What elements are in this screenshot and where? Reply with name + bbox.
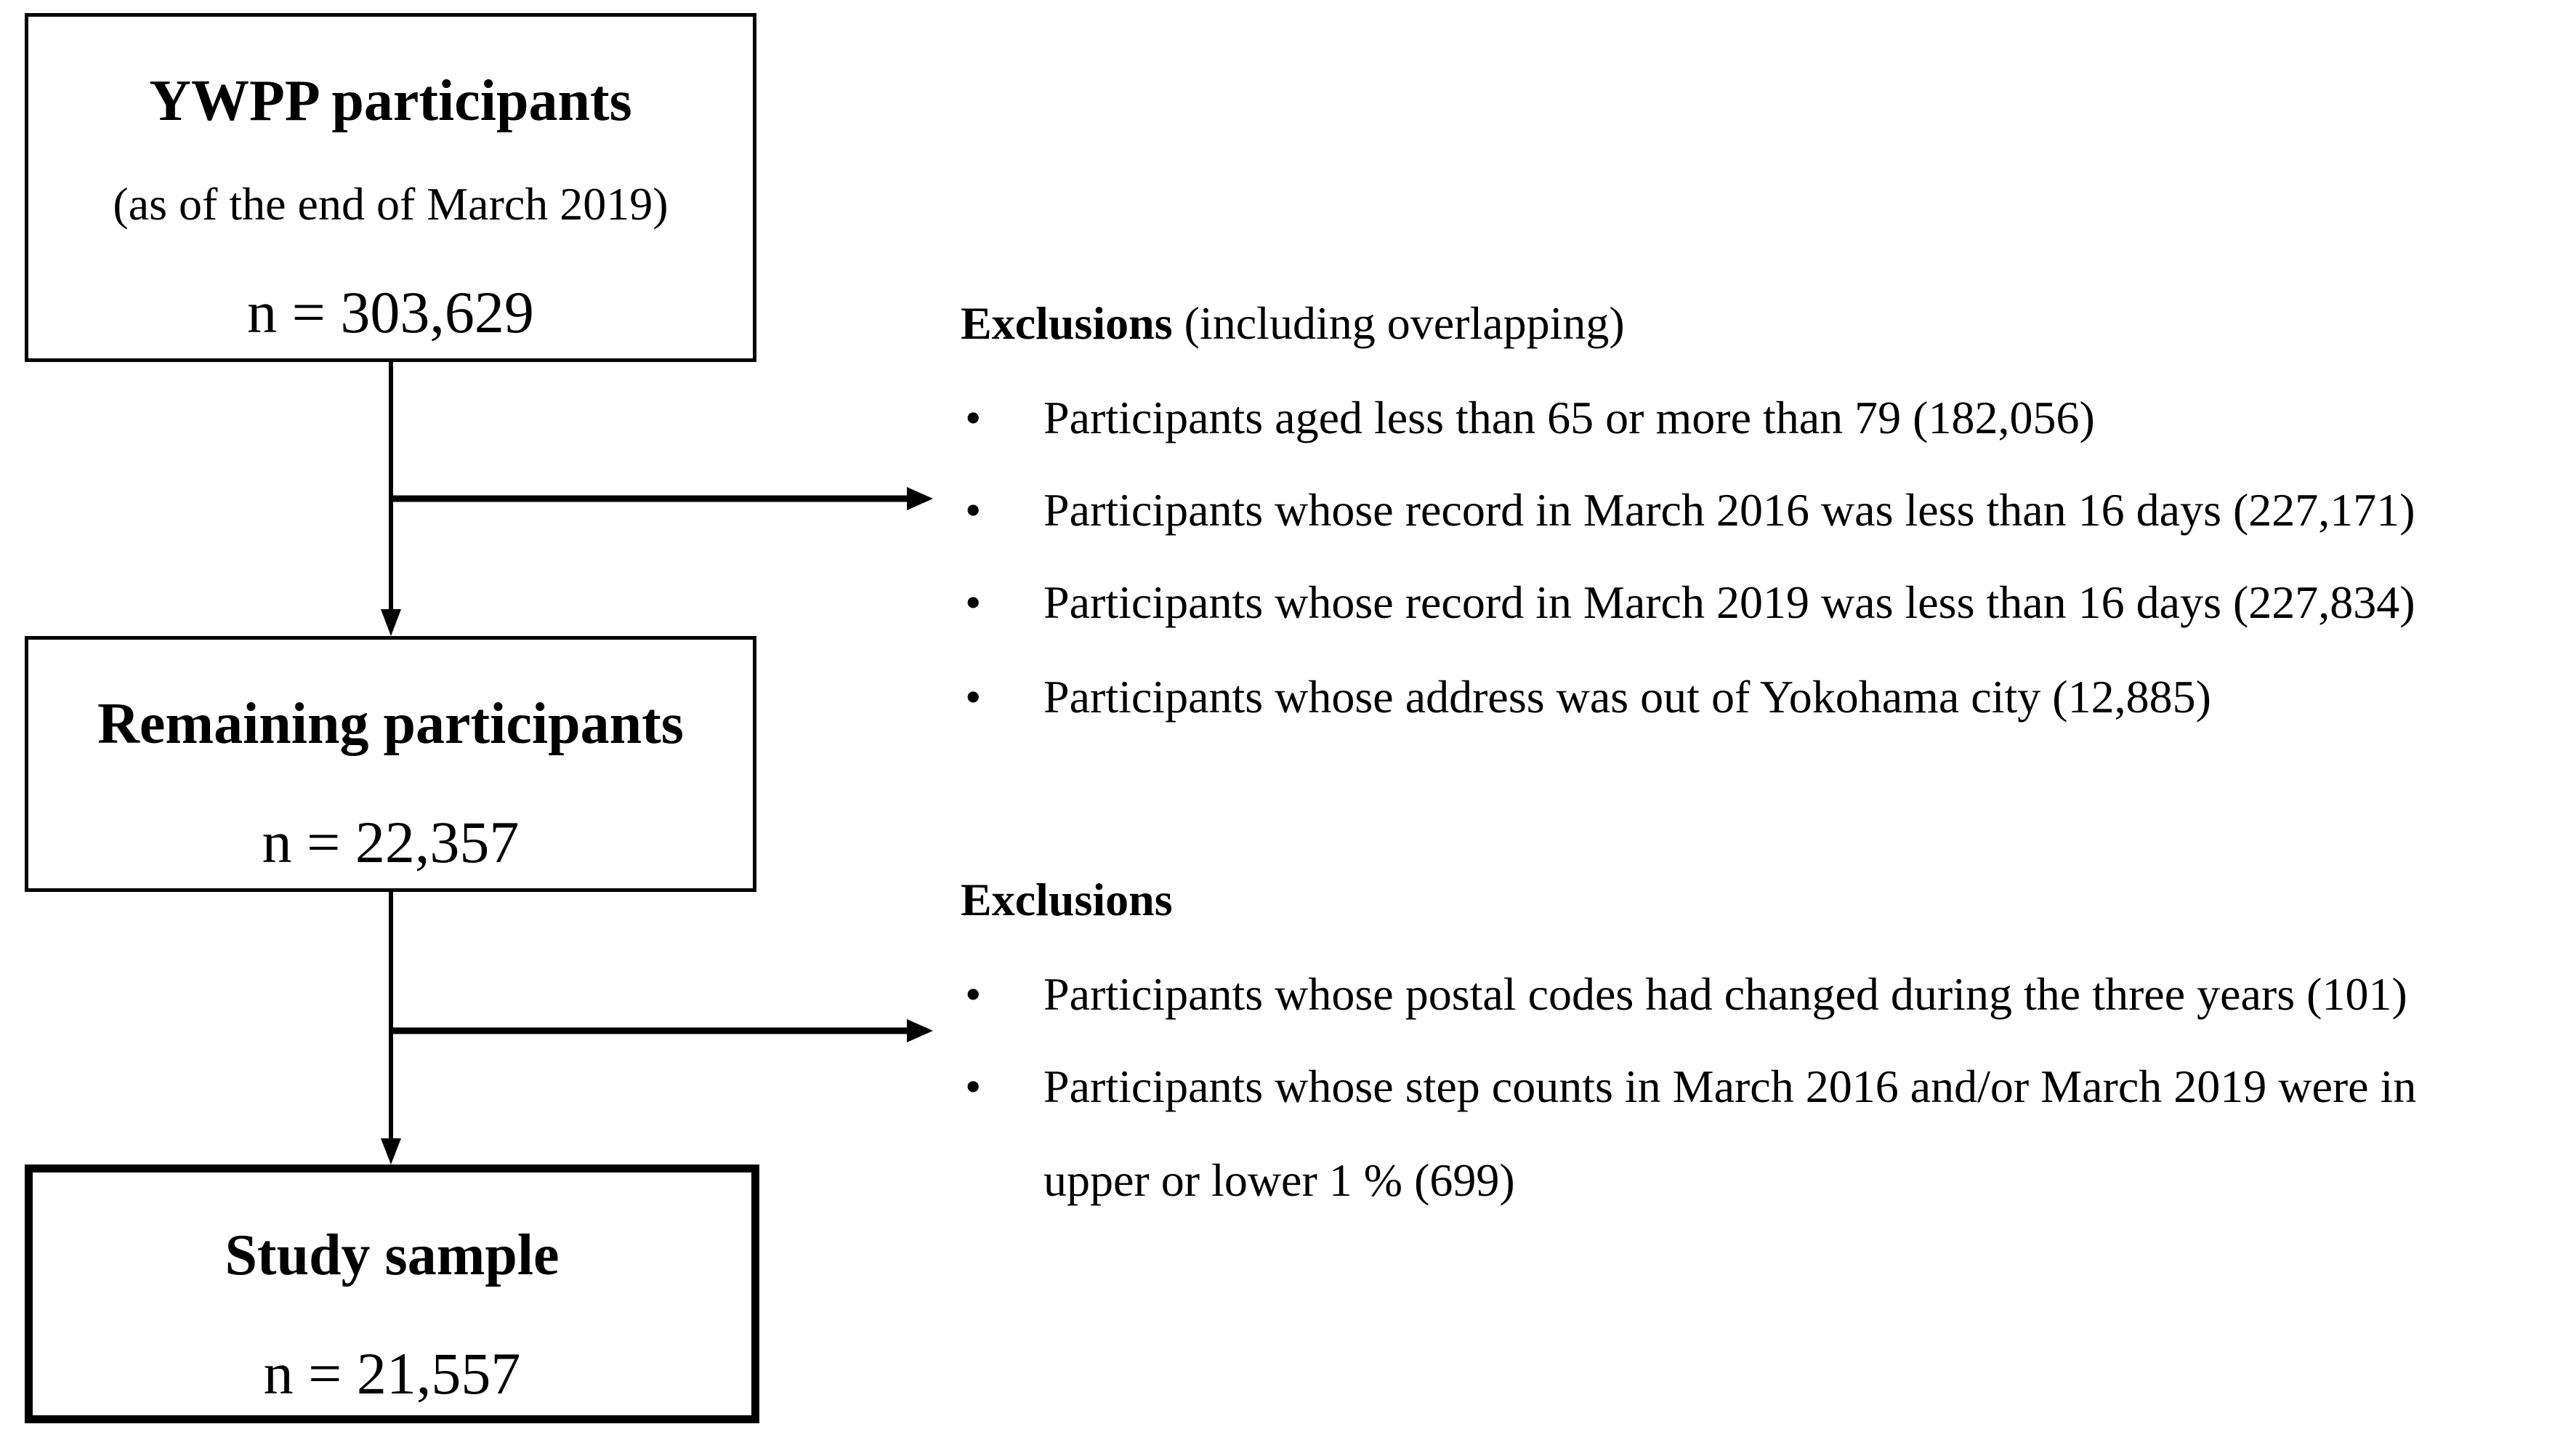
exclusion-item: Participants whose record in March 2019 was less than 16 days (227,834) <box>1043 576 2415 628</box>
box-count: n = 21,557 <box>263 1340 521 1407</box>
box-title: Remaining participants <box>97 692 684 756</box>
exclusion-item: Participants whose record in March 2016 was less than 16 days (227,171) <box>1043 484 2415 536</box>
exclusion-item: Participants whose address was out of Yokohama city (12,885) <box>1043 671 2211 723</box>
arrowhead-right-1 <box>907 487 933 510</box>
bullet-icon: • <box>965 671 982 723</box>
exclusions-heading-1 <box>961 297 1625 349</box>
exclusions-heading-label: Exclusions <box>961 297 1173 349</box>
exclusions-heading-note: (including overlapping) <box>1172 297 1625 349</box>
box-count: n = 22,357 <box>262 809 520 875</box>
exclusion-item: Participants aged less than 65 or more than 79 (182,056) <box>1043 392 2095 443</box>
exclusions-heading-label: Exclusions <box>961 874 1173 925</box>
bullet-icon: • <box>965 484 982 536</box>
arrowhead-down-1 <box>381 609 401 636</box>
bullet-icon: • <box>965 576 982 628</box>
bullet-icon: • <box>965 968 982 1020</box>
box-remaining-participants <box>25 636 756 892</box>
box-title: YWPP participants <box>149 69 632 133</box>
box-count: n = 303,629 <box>247 279 534 345</box>
bullet-icon: • <box>965 1061 982 1112</box>
exclusions-heading-2 <box>961 874 1173 925</box>
bullet-icon: • <box>965 392 982 443</box>
arrowhead-down-2 <box>381 1138 401 1165</box>
box-subtitle: (as of the end of March 2019) <box>113 178 669 230</box>
exclusion-item: Participants whose postal codes had changed during the three years (101) <box>1043 968 2407 1020</box>
arrowhead-right-2 <box>907 1019 933 1042</box>
box-ywpp-participants <box>25 13 756 362</box>
box-study-sample <box>25 1165 759 1423</box>
exclusion-item-continuation: upper or lower 1 % (699) <box>1043 1154 1515 1206</box>
exclusion-item: Participants whose step counts in March 2016 and/or March 2019 were in <box>1043 1061 2417 1112</box>
box-title: Study sample <box>225 1223 560 1287</box>
